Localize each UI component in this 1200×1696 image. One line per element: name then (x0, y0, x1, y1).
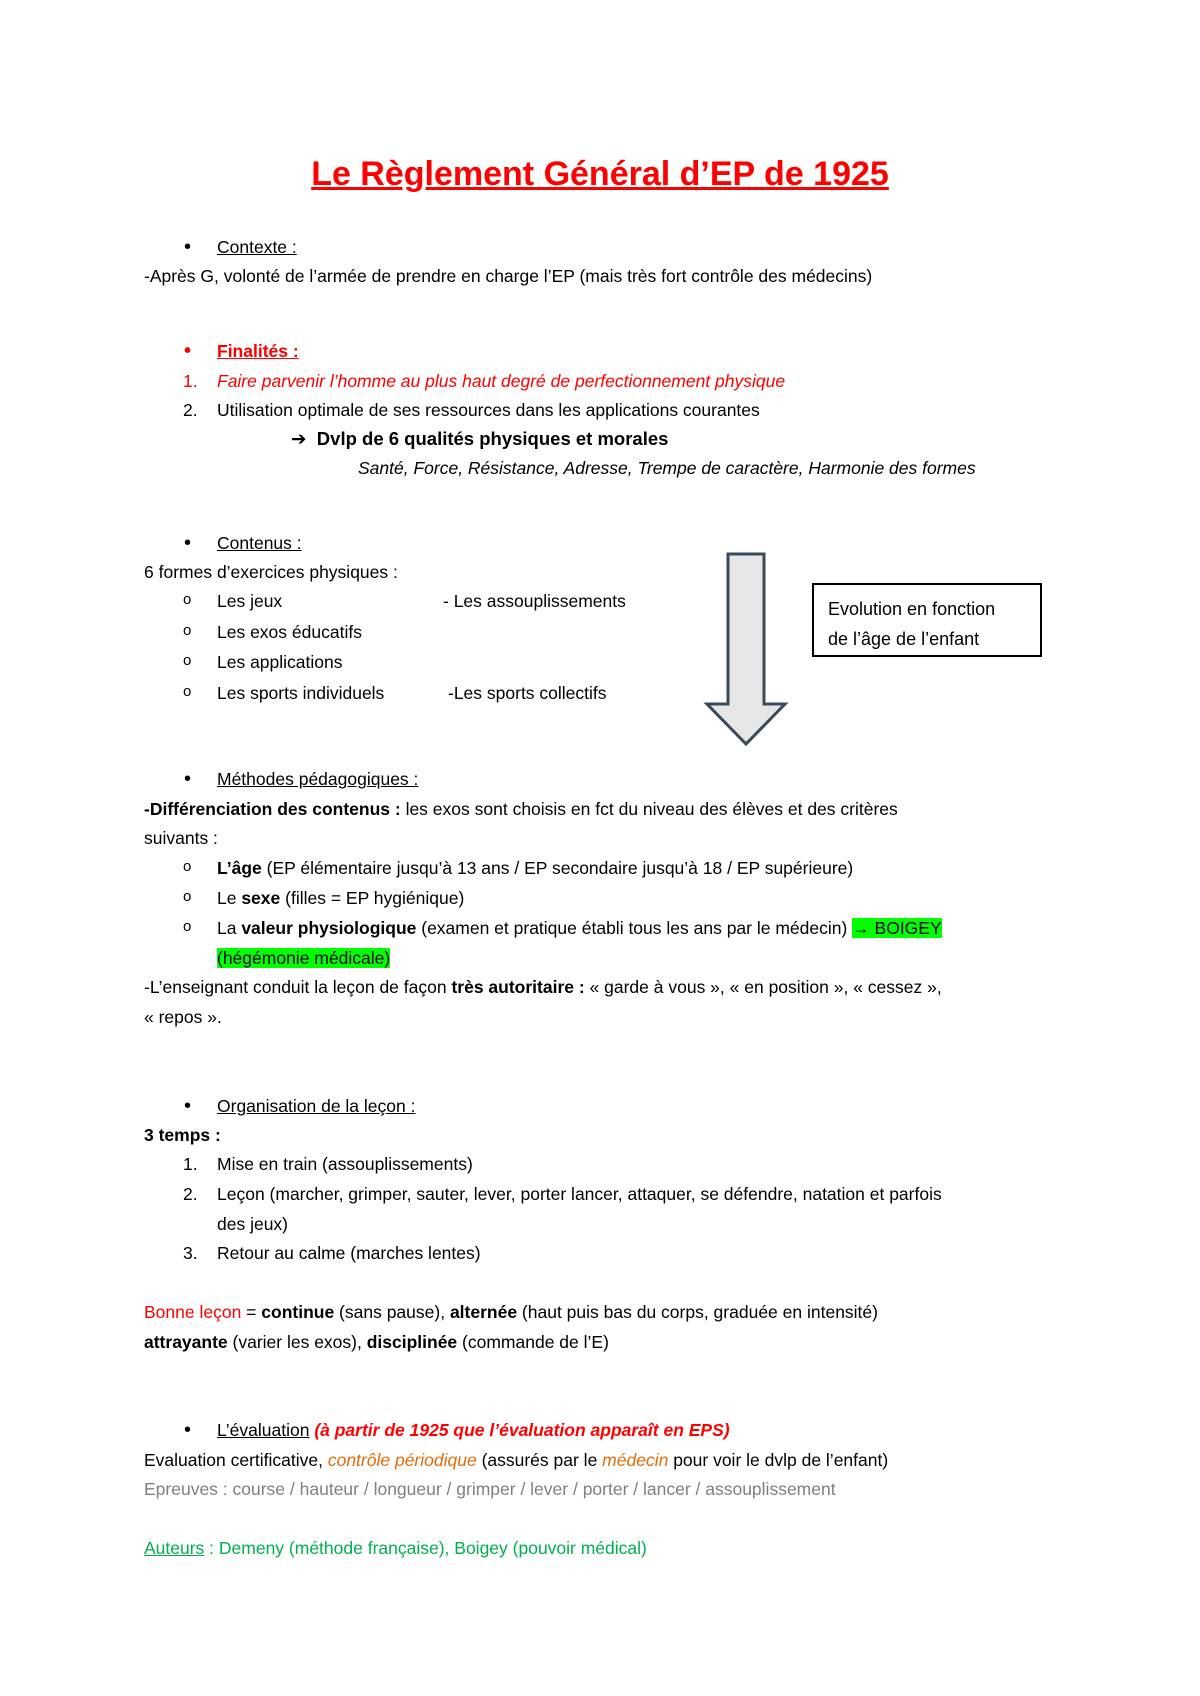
enseignant-line-2: « repos ». (144, 1007, 222, 1027)
finalite-item-2: Utilisation optimale de ses ressources dans les applications courantes (217, 400, 760, 420)
critere-age-text: (EP élémentaire jusqu’à 13 ans / EP secondaire jusqu’à 18 / EP supérieure) (261, 858, 854, 878)
contenu-item-2: Les exos éducatifs (217, 622, 362, 642)
epreuves-line: Epreuves : course / hauteur / longueur / grimper / lever / porter / lancer / assouplissement (144, 1479, 836, 1499)
temps-item-1: Mise en train (assouplissements) (217, 1154, 473, 1174)
page-title: Le Règlement Général d’EP de 1925 (311, 155, 889, 193)
qualites-text: Dvlp de 6 qualités physiques et morales (316, 428, 669, 449)
boigey-highlight: → BOIGEY (852, 918, 942, 938)
hegemonie-line (217, 947, 390, 969)
temps-item-2-cont: des jeux) (217, 1214, 289, 1234)
temps-num-2: 2. (183, 1184, 198, 1204)
critere-sexe-text: (filles = EP hygiénique) (280, 888, 465, 908)
down-arrow-icon (702, 551, 790, 747)
enseignant-text: « garde à vous », « en position », « cessez », (584, 977, 942, 997)
contenus-intro: 6 formes d’exercices physiques : (144, 562, 398, 582)
evaluation-medecin: médecin (602, 1450, 669, 1470)
contenus-heading: • Contenus : (217, 532, 302, 554)
alternee-text: (haut puis bas du corps, graduée en intensité) (517, 1302, 878, 1322)
temps-num-3: 3. (183, 1243, 198, 1263)
finalite-item-1: Faire parvenir l’homme au plus haut degré de perfectionnement physique (217, 371, 786, 391)
critere-sexe (217, 887, 464, 909)
bonne-lecon-line-2 (144, 1331, 609, 1353)
bonne-lecon-eq: = (241, 1302, 262, 1322)
contexte-text: -Après G, volonté de l’armée de prendre en charge l’EP (mais très fort contrôle des médecins) (144, 266, 873, 286)
organisation-heading: • Organisation de la leçon : (217, 1095, 415, 1117)
temps-item-2: Leçon (marcher, grimper, sauter, lever, porter lancer, attaquer, se défendre, natation et parfois (217, 1184, 942, 1204)
circle-bullet-icon: o (183, 622, 192, 639)
evaluation-heading-line (217, 1419, 730, 1441)
contenu-item-1: Les jeux (217, 591, 283, 611)
qualites-list: Santé, Force, Résistance, Adresse, Trempe de caractère, Harmonie des formes (358, 458, 976, 478)
continue-label: continue (261, 1302, 335, 1322)
critere-age-label: L’âge (217, 858, 262, 878)
right-arrow-icon: ➔ (291, 428, 307, 449)
evolution-box-line-1: Evolution en fonction (828, 599, 996, 619)
attrayante-label: attrayante (144, 1332, 228, 1352)
circle-bullet-icon: o (183, 683, 192, 700)
auteurs-label: Auteurs (144, 1538, 205, 1558)
hegemonie-highlight: (hégémonie médicale) (217, 948, 391, 968)
differenciation-text: les exos sont choisis en fct du niveau des élèves et des critères (400, 799, 898, 819)
circle-bullet-icon: o (183, 918, 192, 935)
circle-bullet-icon: o (183, 652, 192, 669)
critere-valeur-pre: La (217, 918, 242, 938)
bonne-lecon-label: Bonne leçon (144, 1302, 242, 1322)
disciplinee-label: disciplinée (366, 1332, 458, 1352)
continue-text: (sans pause), (334, 1302, 450, 1322)
methodes-heading: • Méthodes pédagogiques : (217, 768, 418, 790)
enseignant-line (144, 976, 942, 998)
disciplinee-text: (commande de l’E) (457, 1332, 609, 1352)
finalite-num-2: 2. (183, 400, 198, 420)
auteurs-text: : Demeny (méthode française), Boigey (pouvoir médical) (204, 1538, 647, 1558)
alternee-label: alternée (449, 1302, 518, 1322)
circle-bullet-icon: o (183, 591, 192, 608)
evolution-box (812, 583, 1042, 657)
temps-num-1: 1. (183, 1154, 198, 1174)
critere-sexe-label: sexe (241, 888, 281, 908)
evaluation-cert-line (144, 1449, 888, 1471)
critere-valeur-label: valeur physiologique (241, 918, 417, 938)
enseignant-bold: très autoritaire : (451, 977, 585, 997)
evaluation-cert-pre: Evaluation certificative, (144, 1450, 328, 1470)
auteurs-line (144, 1537, 647, 1559)
critere-valeur (217, 917, 942, 939)
attrayante-text: (varier les exos), (227, 1332, 367, 1352)
evolution-box-line-2: de l’âge de l’enfant (828, 629, 980, 649)
temps-label: 3 temps : (144, 1125, 221, 1145)
differenciation-line (144, 798, 898, 820)
circle-bullet-icon: o (183, 858, 192, 875)
evaluation-cert-end: pour voir le dvlp de l’enfant) (668, 1450, 889, 1470)
circle-bullet-icon: o (183, 888, 192, 905)
contenu-item-right-2: -Les sports collectifs (448, 683, 607, 703)
differenciation-label: -Différenciation des contenus : (144, 799, 401, 819)
finalites-heading: • Finalités : (217, 340, 299, 362)
contenu-item-4: Les sports individuels (217, 683, 385, 703)
critere-sexe-pre: Le (217, 888, 242, 908)
evaluation-note: (à partir de 1925 que l’évaluation apparaît en EPS) (309, 1420, 730, 1440)
critere-age (217, 857, 853, 879)
contenu-item-right-1: - Les assouplissements (443, 591, 626, 611)
finalite-num-1: 1. (183, 371, 198, 391)
contenu-item-3: Les applications (217, 652, 343, 672)
enseignant-pre: -L’enseignant conduit la leçon de façon (144, 977, 452, 997)
bonne-lecon-line (144, 1301, 878, 1323)
evaluation-heading: L’évaluation (217, 1420, 310, 1440)
differenciation-text-2: suivants : (144, 828, 218, 848)
qualites-line (291, 428, 668, 450)
evaluation-cert-mid: (assurés par le (476, 1450, 603, 1470)
temps-item-3: Retour au calme (marches lentes) (217, 1243, 481, 1263)
contexte-heading: • Contexte : (217, 236, 297, 258)
critere-valeur-text: (examen et pratique établi tous les ans par le médecin) (416, 918, 853, 938)
evaluation-controle: contrôle périodique (327, 1450, 477, 1470)
